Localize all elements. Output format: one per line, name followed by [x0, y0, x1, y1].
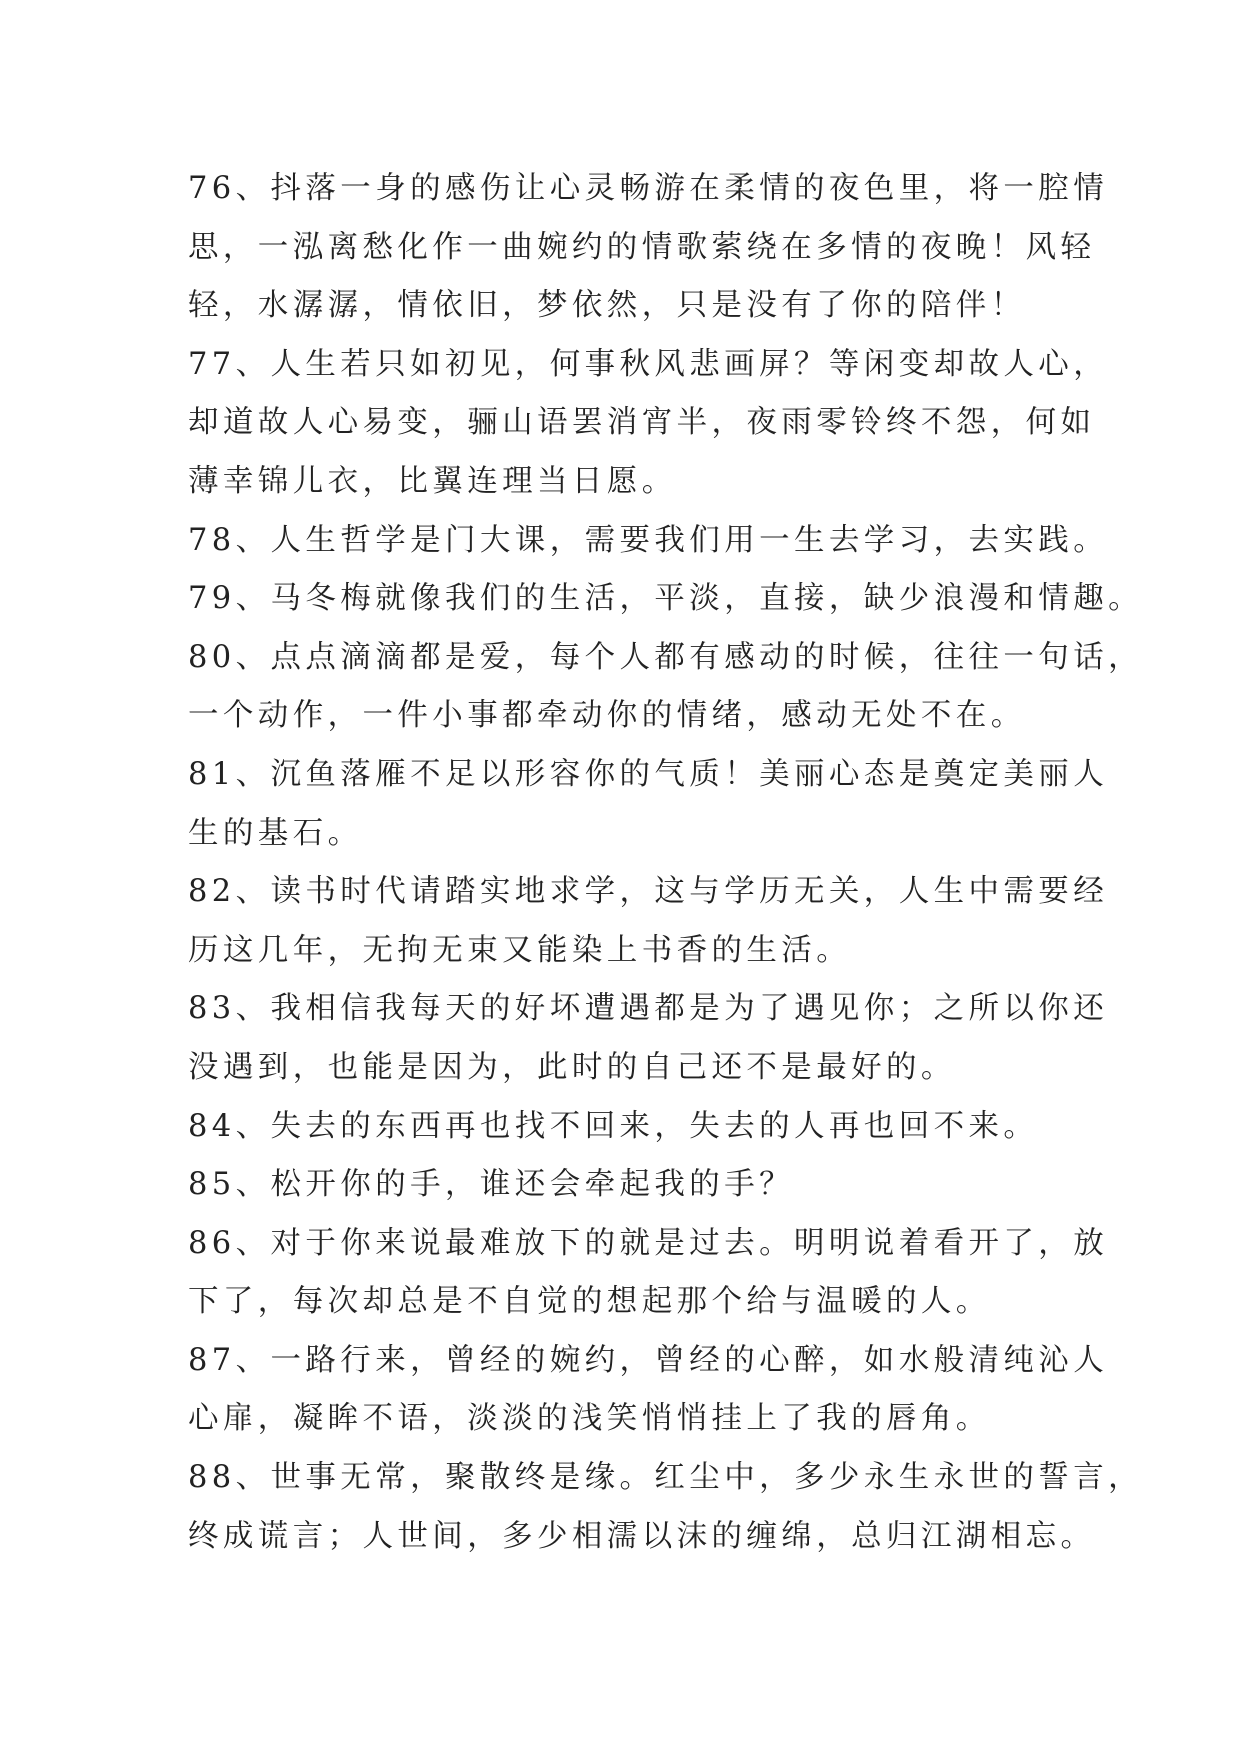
text-line: 生的基石。: [188, 815, 363, 851]
text-line: 历这几年，无拘无束又能染上书香的生活。: [188, 932, 852, 968]
text-line: 思，一泓离愁化作一曲婉约的情歌萦绕在多情的夜晚！风轻: [188, 229, 1096, 265]
text-line: 82、读书时代请踏实地求学，这与学历无关，人生中需要经: [188, 874, 1109, 910]
text-line: 却道故人心易变，骊山语罢消宵半，夜雨零铃终不怨，何如: [188, 405, 1096, 441]
text-line: 85、松开你的手，谁还会牵起我的手？: [188, 1167, 795, 1203]
text-line: 84、失去的东西再也找不回来，失去的人再也回不来。: [188, 1108, 1039, 1144]
text-line: 终成谎言；人世间，多少相濡以沫的缠绵，总归江湖相忘。: [188, 1518, 1096, 1554]
text-line: 77、人生若只如初见，何事秋风悲画屏？等闲变却故人心，: [188, 346, 1109, 382]
text-line: 81、沉鱼落雁不足以形容你的气质！美丽心态是奠定美丽人: [188, 756, 1109, 792]
text-line: 79、马冬梅就像我们的生活，平淡，直接，缺少浪漫和情趣。: [188, 581, 1144, 617]
text-line: 83、我相信我每天的好坏遭遇都是为了遇见你；之所以你还: [188, 991, 1109, 1027]
text-line: 80、点点滴滴都是爱，每个人都有感动的时候，往往一句话，: [188, 639, 1144, 675]
text-line: 没遇到，也能是因为，此时的自己还不是最好的。: [188, 1049, 956, 1085]
text-line: 88、世事无常，聚散终是缘。红尘中，多少永生永世的誓言，: [188, 1460, 1144, 1496]
text-line: 轻，水潺潺，情依旧，梦依然，只是没有了你的陪伴！: [188, 288, 1026, 324]
text-line: 下了，每次却总是不自觉的想起那个给与温暖的人。: [188, 1284, 991, 1320]
text-line: 心扉，凝眸不语，淡淡的浅笑悄悄挂上了我的唇角。: [188, 1401, 991, 1437]
text-line: 薄幸锦儿衣，比翼连理当日愿。: [188, 463, 677, 499]
text-line: 87、一路行来，曾经的婉约，曾经的心醉，如水般清纯沁人: [188, 1342, 1109, 1378]
text-line: 一个动作，一件小事都牵动你的情绪，感动无处不在。: [188, 698, 1026, 734]
document-body: [188, 160, 1144, 1566]
text-line: 76、抖落一身的感伤让心灵畅游在柔情的夜色里，将一腔情: [188, 171, 1109, 206]
text-line: 86、对于你来说最难放下的就是过去。明明说着看开了，放: [188, 1225, 1109, 1261]
text-line: 78、人生哲学是门大课，需要我们用一生去学习，去实践。: [188, 522, 1109, 558]
